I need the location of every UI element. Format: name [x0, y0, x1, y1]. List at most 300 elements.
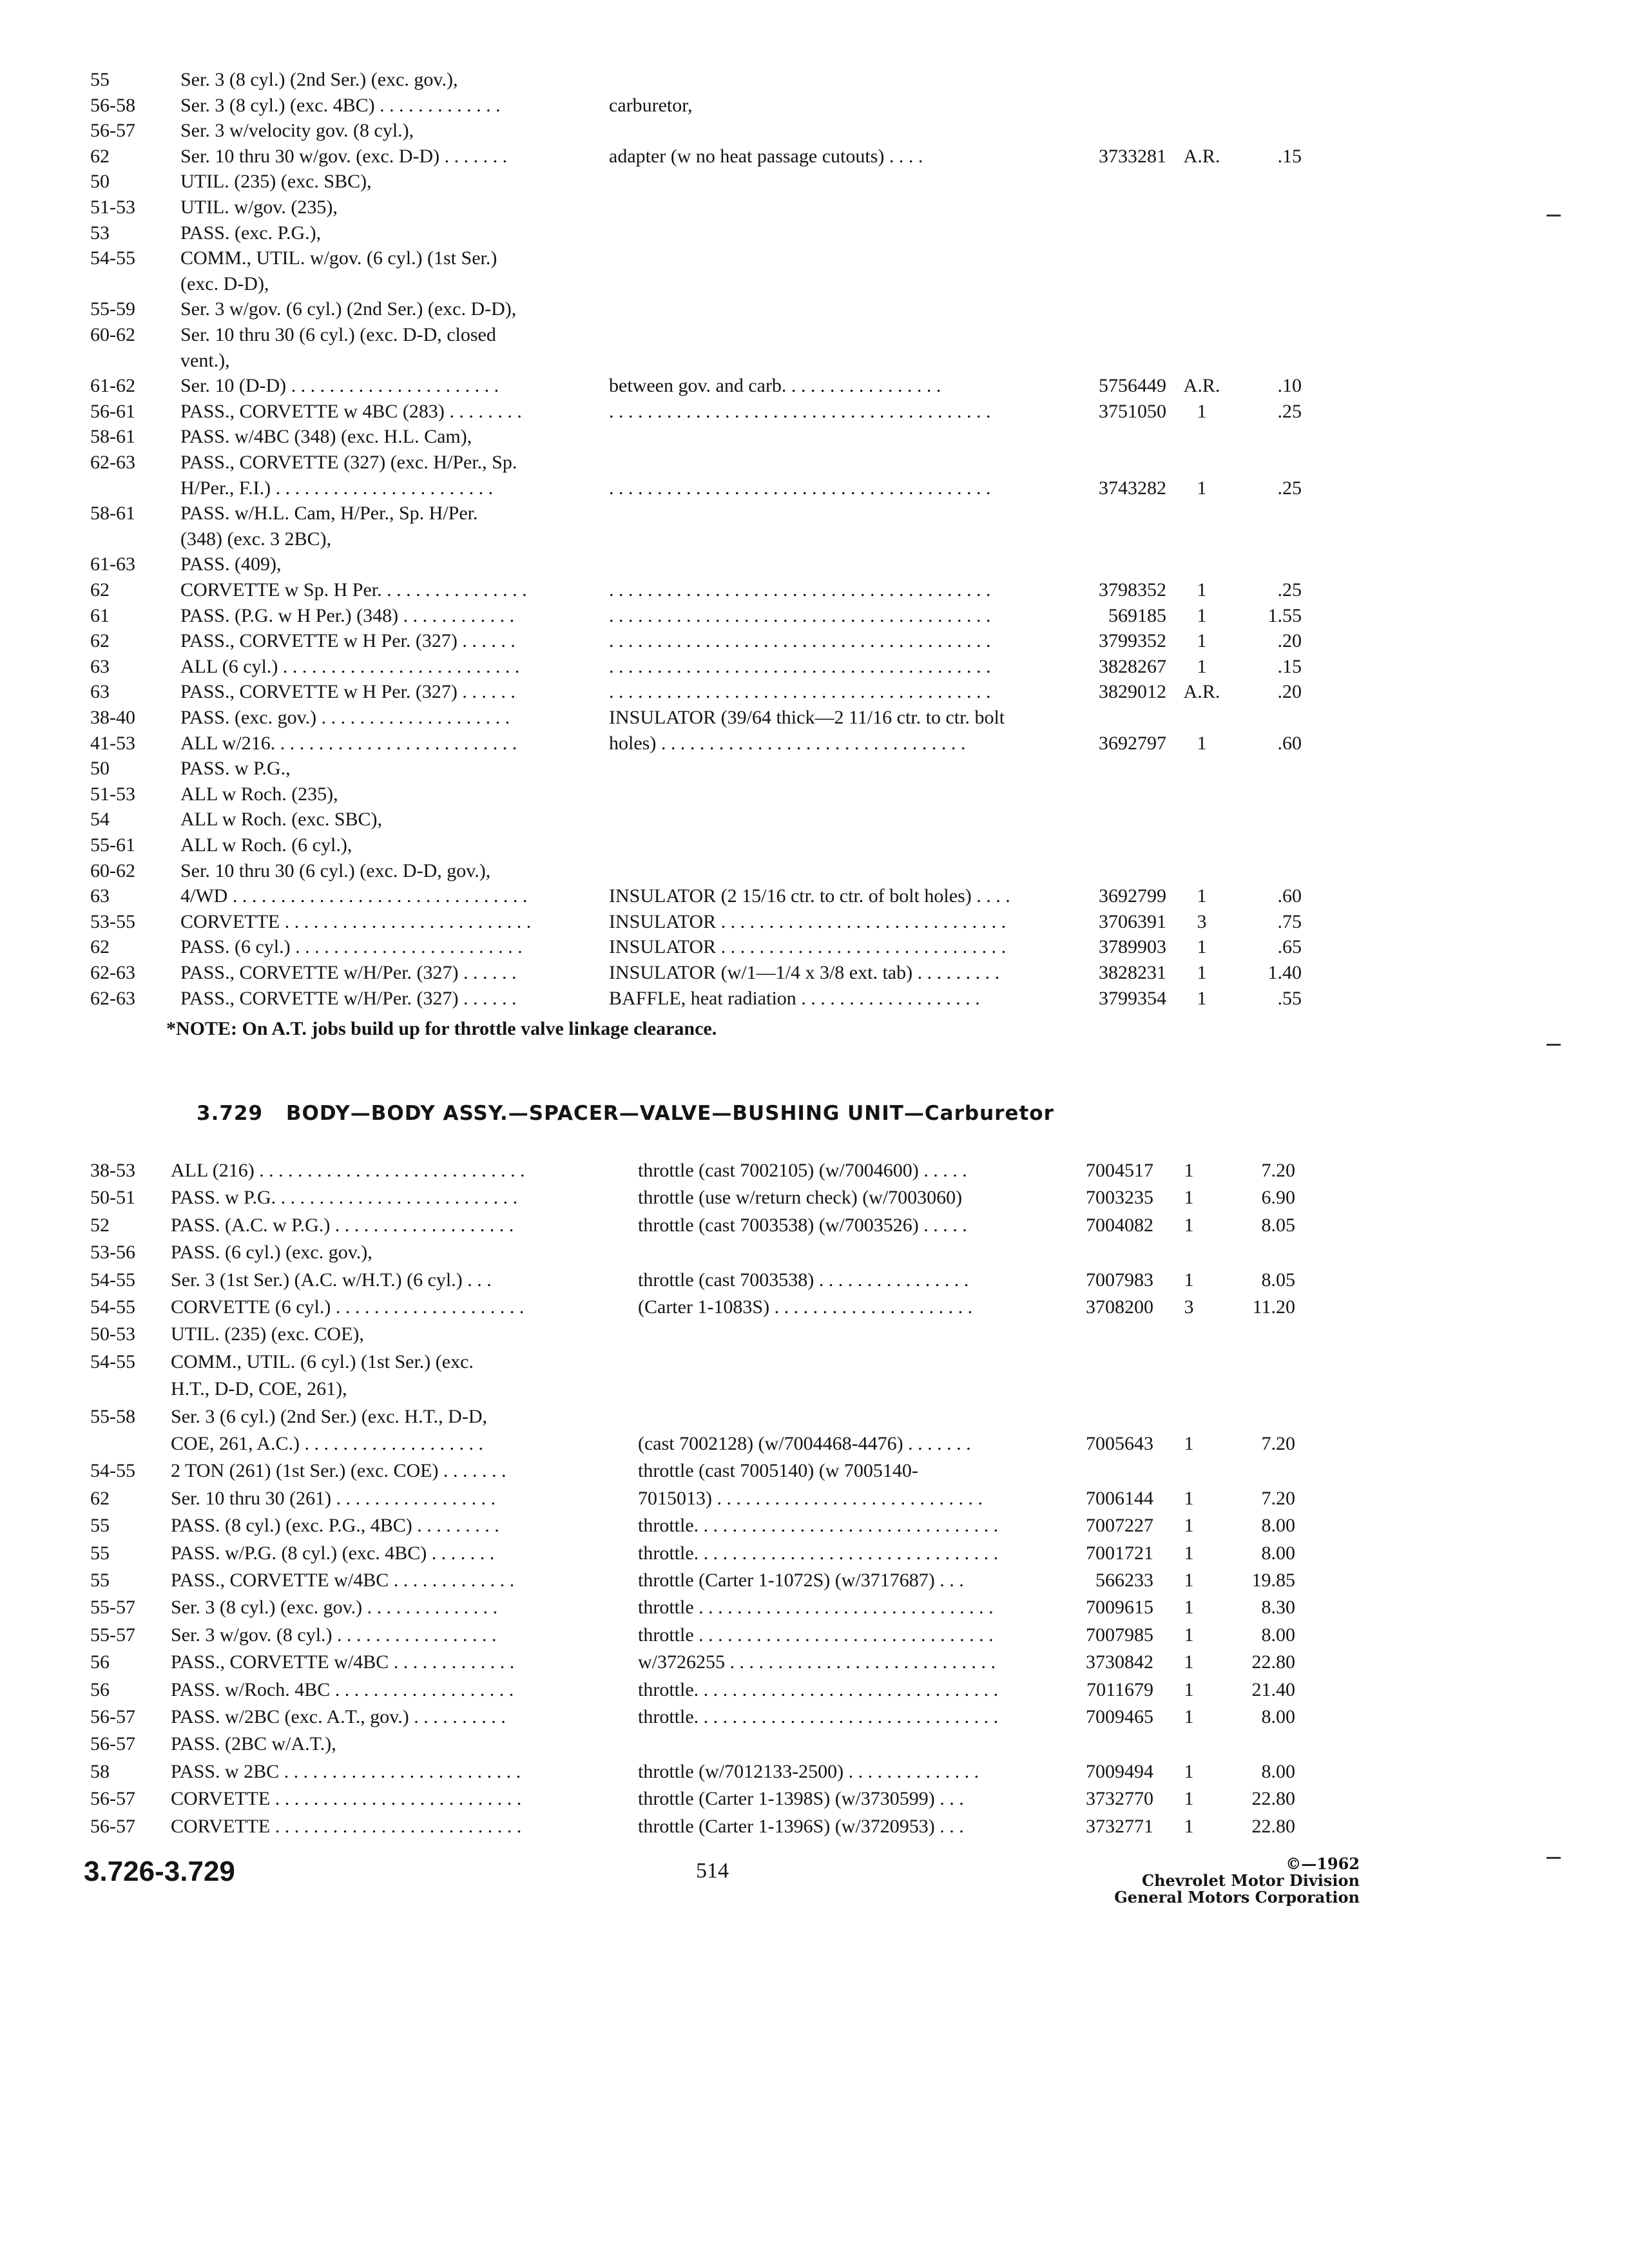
year-cell: 56	[90, 1678, 110, 1700]
year-cell: 54-55	[90, 1460, 135, 1482]
price-cell: .15	[1277, 145, 1302, 167]
part-number-cell: 7001721	[1086, 1542, 1153, 1564]
publisher-division: Chevrolet Motor Division	[1142, 1871, 1360, 1890]
price-cell: 22.80	[1251, 1651, 1295, 1673]
year-cell: 56-58	[90, 94, 135, 116]
quantity-cell: 1	[1184, 1678, 1194, 1700]
price-cell: 1.55	[1268, 604, 1302, 626]
part-number-cell: 3829012	[1099, 681, 1166, 703]
application-cell: vent.),	[180, 349, 230, 371]
year-cell: 61-63	[90, 553, 135, 575]
description-cell: . . . . . . . . . . . . . . . . . . . . . . . . . . . . . . . . . . . . . . . .	[609, 400, 991, 422]
application-cell: Ser. 3 (6 cyl.) (2nd Ser.) (exc. H.T., D-D,	[171, 1405, 487, 1427]
part-number-cell: 3799354	[1099, 987, 1166, 1009]
quantity-cell: 1	[1197, 936, 1207, 958]
table-row	[0, 654, 1629, 680]
application-cell: (348) (exc. 3 2BC),	[180, 528, 332, 550]
application-cell: COE, 261, A.C.) . . . . . . . . . . . . . . . . . . .	[171, 1433, 484, 1454]
table-row	[0, 909, 1629, 935]
year-cell: 61-62	[90, 375, 135, 397]
description-cell: throttle (cast 7002105) (w/7004600) . . . . .	[638, 1160, 967, 1181]
throttle-linkage-note: *NOTE: On A.T. jobs build up for throttle valve linkage clearance.	[166, 1018, 717, 1039]
application-cell: Ser. 10 (D-D) . . . . . . . . . . . . . . . . . . . . . .	[180, 375, 499, 397]
part-number-cell: 3798352	[1099, 579, 1166, 601]
part-number-cell: 7009494	[1086, 1760, 1153, 1782]
part-number-cell: 7007983	[1086, 1269, 1153, 1291]
year-cell: 54-55	[90, 1269, 135, 1291]
table-row	[0, 858, 1629, 884]
table-row	[0, 501, 1629, 526]
table-row	[0, 399, 1629, 425]
table-row	[0, 731, 1629, 756]
table-row	[0, 1458, 1629, 1484]
price-cell: .10	[1277, 375, 1302, 397]
application-cell: H/Per., F.I.) . . . . . . . . . . . . . . . . . . . . . . .	[180, 477, 494, 499]
application-cell: PASS. (8 cyl.) (exc. P.G., 4BC) . . . . . . . . .	[171, 1515, 499, 1537]
table-row	[0, 807, 1629, 832]
description-cell: throttle (Carter 1-1398S) (w/3730599) . . .	[638, 1788, 964, 1810]
quantity-cell: A.R.	[1183, 375, 1220, 397]
year-cell: 56-57	[90, 1733, 135, 1755]
quantity-cell: 1	[1184, 1706, 1194, 1727]
margin-tick	[1547, 1044, 1561, 1046]
application-cell: PASS. w 2BC . . . . . . . . . . . . . . . . . . . . . . . . .	[171, 1760, 521, 1782]
application-cell: PASS. (409),	[180, 553, 282, 575]
year-cell: 63	[90, 655, 110, 677]
section-title: BODY—BODY ASSY.—SPACER—VALVE—BUSHING UNIT—Carburetor	[285, 1102, 1054, 1125]
table-row	[0, 679, 1629, 705]
price-cell: .25	[1277, 477, 1302, 499]
application-cell: ALL w/216. . . . . . . . . . . . . . . . . . . . . . . . . .	[180, 732, 517, 754]
year-cell: 54-55	[90, 1296, 135, 1318]
year-cell: 62	[90, 936, 110, 958]
description-cell: throttle (Carter 1-1072S) (w/3717687) . . .	[638, 1570, 964, 1591]
table-row	[0, 986, 1629, 1012]
application-cell: CORVETTE . . . . . . . . . . . . . . . . . . . . . . . . . .	[180, 910, 532, 932]
quantity-cell: 1	[1184, 1788, 1194, 1810]
quantity-cell: 3	[1197, 910, 1207, 932]
year-cell: 53	[90, 222, 110, 244]
price-cell: 8.00	[1261, 1706, 1295, 1727]
price-cell: .65	[1277, 936, 1302, 958]
quantity-cell: 1	[1184, 1487, 1194, 1509]
table-row	[0, 1349, 1629, 1375]
publisher-block	[1108, 1856, 1360, 1906]
application-cell: COMM., UTIL. (6 cyl.) (1st Ser.) (exc.	[171, 1350, 474, 1372]
table-row	[0, 1568, 1629, 1593]
application-cell: PASS. w/2BC (exc. A.T., gov.) . . . . . . . . . .	[171, 1706, 506, 1727]
table-row	[0, 93, 1629, 119]
table-row	[0, 169, 1629, 195]
part-number-cell: 7004517	[1086, 1160, 1153, 1181]
year-cell: 54	[90, 809, 110, 831]
application-cell: COMM., UTIL. w/gov. (6 cyl.) (1st Ser.)	[180, 247, 497, 269]
description-cell: . . . . . . . . . . . . . . . . . . . . . . . . . . . . . . . . . . . . . . . .	[609, 579, 991, 601]
year-cell: 60-62	[90, 860, 135, 881]
price-cell: 22.80	[1251, 1815, 1295, 1837]
application-cell: Ser. 10 thru 30 w/gov. (exc. D-D) . . . . . . .	[180, 145, 508, 167]
application-cell: Ser. 3 w/gov. (8 cyl.) . . . . . . . . . . . . . . . . .	[171, 1624, 497, 1646]
table-row	[0, 1786, 1629, 1812]
price-cell: 8.05	[1261, 1269, 1295, 1291]
section-heading	[197, 1102, 1054, 1125]
year-cell: 56-61	[90, 400, 135, 422]
year-cell: 55	[90, 1570, 110, 1591]
part-number-cell: 3732770	[1086, 1788, 1153, 1810]
table-row	[0, 1595, 1629, 1620]
table-row	[0, 705, 1629, 731]
year-cell: 51-53	[90, 197, 135, 218]
year-cell: 56-57	[90, 120, 135, 142]
application-cell: PASS. (6 cyl.) (exc. gov.),	[171, 1242, 372, 1264]
table-row	[0, 577, 1629, 603]
description-cell: holes) . . . . . . . . . . . . . . . . . . . . . . . . . . . . . . . .	[609, 732, 966, 754]
margin-tick	[1547, 1857, 1561, 1859]
application-cell: Ser. 10 thru 30 (261) . . . . . . . . . . . . . . . . .	[171, 1487, 496, 1509]
description-cell: throttle. . . . . . . . . . . . . . . . . . . . . . . . . . . . . . . .	[638, 1542, 999, 1564]
year-cell: 55-61	[90, 834, 135, 856]
application-cell: CORVETTE . . . . . . . . . . . . . . . . . . . . . . . . . .	[171, 1788, 522, 1810]
quantity-cell: 1	[1184, 1760, 1194, 1782]
table-row	[0, 1404, 1629, 1430]
year-cell: 55-57	[90, 1597, 135, 1619]
price-cell: 22.80	[1251, 1788, 1295, 1810]
price-cell: .60	[1277, 732, 1302, 754]
application-cell: PASS., CORVETTE w H Per. (327) . . . . . .	[180, 630, 516, 652]
application-cell: H.T., D-D, COE, 261),	[171, 1378, 347, 1400]
margin-tick	[1547, 215, 1561, 216]
application-cell: ALL w Roch. (6 cyl.),	[180, 834, 352, 856]
price-cell: .20	[1277, 630, 1302, 652]
footer-section-range: 3.726-3.729	[84, 1856, 235, 1887]
price-cell: .75	[1277, 910, 1302, 932]
part-number-cell: 7005643	[1086, 1433, 1153, 1454]
year-cell: 61	[90, 604, 110, 626]
table-row	[0, 348, 1629, 374]
quantity-cell: 1	[1197, 655, 1207, 677]
application-cell: Ser. 3 (8 cyl.) (2nd Ser.) (exc. gov.),	[180, 69, 458, 90]
price-cell: 21.40	[1251, 1678, 1295, 1700]
table-row	[0, 118, 1629, 144]
description-cell: throttle (cast 7003538) . . . . . . . . . . . . . . . .	[638, 1269, 969, 1291]
price-cell: 8.30	[1261, 1597, 1295, 1619]
year-cell: 52	[90, 1214, 110, 1236]
application-cell: PASS., CORVETTE w H Per. (327) . . . . . .	[180, 681, 516, 703]
application-cell: PASS. w P.G.,	[180, 758, 291, 780]
publisher-corporation: General Motors Corporation	[1114, 1888, 1360, 1907]
year-cell: 50-53	[90, 1323, 135, 1345]
price-cell: .25	[1277, 579, 1302, 601]
year-cell: 55	[90, 1515, 110, 1537]
table-row	[0, 1541, 1629, 1566]
table-row	[0, 1213, 1629, 1238]
application-cell: ALL w Roch. (exc. SBC),	[180, 809, 383, 831]
description-cell: . . . . . . . . . . . . . . . . . . . . . . . . . . . . . . . . . . . . . . . .	[609, 681, 991, 703]
application-cell: Ser. 10 thru 30 (6 cyl.) (exc. D-D, gov.),	[180, 860, 491, 881]
year-cell: 63	[90, 681, 110, 703]
table-row	[0, 1759, 1629, 1785]
description-cell: throttle . . . . . . . . . . . . . . . . . . . . . . . . . . . . . . .	[638, 1597, 994, 1619]
table-row	[0, 756, 1629, 782]
application-cell: UTIL. (235) (exc. COE),	[171, 1323, 364, 1345]
year-cell: 51-53	[90, 783, 135, 805]
table-row	[0, 1267, 1629, 1293]
application-cell: UTIL. (235) (exc. SBC),	[180, 171, 372, 193]
part-number-cell: 7006144	[1086, 1487, 1153, 1509]
price-cell: 19.85	[1251, 1570, 1295, 1591]
description-cell: throttle . . . . . . . . . . . . . . . . . . . . . . . . . . . . . . .	[638, 1624, 994, 1646]
price-cell: 8.00	[1261, 1542, 1295, 1564]
year-cell: 55-58	[90, 1405, 135, 1427]
description-cell: throttle (Carter 1-1396S) (w/3720953) . . .	[638, 1815, 964, 1837]
quantity-cell: 1	[1184, 1515, 1194, 1537]
year-cell: 62	[90, 145, 110, 167]
part-number-cell: 7003235	[1086, 1187, 1153, 1209]
quantity-cell: 1	[1184, 1815, 1194, 1837]
part-number-cell: 3828231	[1099, 962, 1166, 983]
year-cell: 56	[90, 1651, 110, 1673]
year-cell: 62-63	[90, 987, 135, 1009]
application-cell: ALL (216) . . . . . . . . . . . . . . . . . . . . . . . . . . . .	[171, 1160, 525, 1181]
table-row	[0, 195, 1629, 220]
description-cell: . . . . . . . . . . . . . . . . . . . . . . . . . . . . . . . . . . . . . . . .	[609, 477, 991, 499]
year-cell: 56-57	[90, 1815, 135, 1837]
table-row	[0, 1731, 1629, 1757]
year-cell: 50	[90, 171, 110, 193]
year-cell: 53-56	[90, 1242, 135, 1264]
price-cell: 7.20	[1261, 1433, 1295, 1454]
table-row	[0, 628, 1629, 654]
description-cell: . . . . . . . . . . . . . . . . . . . . . . . . . . . . . . . . . . . . . . . .	[609, 655, 991, 677]
description-cell: (Carter 1-1083S) . . . . . . . . . . . . . . . . . . . . .	[638, 1296, 973, 1318]
table-row	[0, 526, 1629, 552]
table-row	[0, 1431, 1629, 1457]
application-cell: Ser. 3 (8 cyl.) (exc. gov.) . . . . . . . . . . . . . .	[171, 1597, 498, 1619]
description-cell: (cast 7002128) (w/7004468-4476) . . . . . . .	[638, 1433, 971, 1454]
application-cell: PASS. w/4BC (348) (exc. H.L. Cam),	[180, 426, 472, 448]
application-cell: PASS., CORVETTE w/4BC . . . . . . . . . . . . .	[171, 1570, 515, 1591]
table-row	[0, 1486, 1629, 1512]
table-row	[0, 245, 1629, 271]
description-cell: w/3726255 . . . . . . . . . . . . . . . . . . . . . . . . . . . .	[638, 1651, 996, 1673]
application-cell: 4/WD . . . . . . . . . . . . . . . . . . . . . . . . . . . . . . .	[180, 885, 528, 907]
year-cell: 55-57	[90, 1624, 135, 1646]
table-row	[0, 1677, 1629, 1703]
table-row	[0, 1704, 1629, 1730]
application-cell: CORVETTE w Sp. H Per. . . . . . . . . . . . . . . .	[180, 579, 527, 601]
part-number-cell: 3799352	[1099, 630, 1166, 652]
table-row	[0, 1321, 1629, 1347]
table-row	[0, 476, 1629, 501]
quantity-cell: 1	[1184, 1570, 1194, 1591]
description-cell: throttle. . . . . . . . . . . . . . . . . . . . . . . . . . . . . . . .	[638, 1706, 999, 1727]
copyright-line: ©—1962	[1286, 1854, 1360, 1873]
quantity-cell: 1	[1197, 987, 1207, 1009]
application-cell: PASS. w/H.L. Cam, H/Per., Sp. H/Per.	[180, 503, 478, 524]
year-cell: 38-40	[90, 707, 135, 728]
table-row	[0, 603, 1629, 629]
part-number-cell: 3692799	[1099, 885, 1166, 907]
year-cell: 58	[90, 1760, 110, 1782]
year-cell: 50-51	[90, 1187, 135, 1209]
application-cell: PASS. (6 cyl.) . . . . . . . . . . . . . . . . . . . . . . . .	[180, 936, 523, 958]
quantity-cell: 1	[1197, 630, 1207, 652]
table-row	[0, 271, 1629, 297]
table-row	[0, 1513, 1629, 1539]
application-cell: PASS. (2BC w/A.T.),	[171, 1733, 336, 1755]
year-cell: 62	[90, 630, 110, 652]
year-cell: 60-62	[90, 324, 135, 345]
part-number-cell: 3828267	[1099, 655, 1166, 677]
year-cell: 38-53	[90, 1160, 135, 1181]
application-cell: Ser. 3 w/velocity gov. (8 cyl.),	[180, 120, 414, 142]
table-row	[0, 960, 1629, 986]
part-number-cell: 7009465	[1086, 1706, 1153, 1727]
part-number-cell: 569185	[1108, 604, 1166, 626]
description-cell: between gov. and carb. . . . . . . . . . . . . . . . .	[609, 375, 941, 397]
part-number-cell: 3708200	[1086, 1296, 1153, 1318]
application-cell: ALL (6 cyl.) . . . . . . . . . . . . . . . . . . . . . . . . .	[180, 655, 520, 677]
price-cell: 7.20	[1261, 1487, 1295, 1509]
year-cell: 63	[90, 885, 110, 907]
quantity-cell: 1	[1184, 1214, 1194, 1236]
year-cell: 58-61	[90, 503, 135, 524]
table-row	[0, 883, 1629, 909]
application-cell: PASS., CORVETTE (327) (exc. H/Per., Sp.	[180, 452, 517, 473]
description-cell: carburetor,	[609, 94, 693, 116]
quantity-cell: 1	[1184, 1160, 1194, 1181]
quantity-cell: 3	[1184, 1296, 1194, 1318]
table-row	[0, 373, 1629, 399]
year-cell: 58-61	[90, 426, 135, 448]
table-row	[0, 552, 1629, 577]
application-cell: CORVETTE (6 cyl.) . . . . . . . . . . . . . . . . . . . .	[171, 1296, 525, 1318]
application-cell: Ser. 3 (8 cyl.) (exc. 4BC) . . . . . . . . . . . . .	[180, 94, 501, 116]
application-cell: PASS. w/P.G. (8 cyl.) (exc. 4BC) . . . . . . .	[171, 1542, 495, 1564]
part-number-cell: 7004082	[1086, 1214, 1153, 1236]
description-cell: throttle (cast 7005140) (w 7005140-	[638, 1460, 918, 1482]
price-cell: 8.00	[1261, 1760, 1295, 1782]
year-cell: 55	[90, 69, 110, 90]
table-row	[0, 934, 1629, 960]
table-row	[0, 1376, 1629, 1402]
quantity-cell: 1	[1184, 1433, 1194, 1454]
year-cell: 54-55	[90, 1350, 135, 1372]
application-cell: UTIL. w/gov. (235),	[180, 197, 338, 218]
application-cell: ALL w Roch. (235),	[180, 783, 338, 805]
description-cell: . . . . . . . . . . . . . . . . . . . . . . . . . . . . . . . . . . . . . . . .	[609, 630, 991, 652]
description-cell: INSULATOR . . . . . . . . . . . . . . . . . . . . . . . . . . . . . .	[609, 910, 1007, 932]
price-cell: .15	[1277, 655, 1302, 677]
application-cell: PASS. (P.G. w H Per.) (348) . . . . . . . . . . . .	[180, 604, 515, 626]
application-cell: 2 TON (261) (1st Ser.) (exc. COE) . . . . . . .	[171, 1460, 506, 1482]
quantity-cell: A.R.	[1183, 145, 1220, 167]
part-number-cell: 3733281	[1099, 145, 1166, 167]
part-number-cell: 5756449	[1099, 375, 1166, 397]
part-number-cell: 7011679	[1086, 1678, 1153, 1700]
part-number-cell: 3706391	[1099, 910, 1166, 932]
part-number-cell: 3743282	[1099, 477, 1166, 499]
part-number-cell: 566233	[1095, 1570, 1153, 1591]
application-cell: PASS., CORVETTE w/H/Per. (327) . . . . . .	[180, 962, 517, 983]
quantity-cell: 1	[1184, 1269, 1194, 1291]
price-cell: 7.20	[1261, 1160, 1295, 1181]
year-cell: 62-63	[90, 962, 135, 983]
description-cell: throttle (cast 7003538) (w/7003526) . . . . .	[638, 1214, 967, 1236]
table-row	[0, 1294, 1629, 1320]
table-row	[0, 220, 1629, 246]
part-number-cell: 7007227	[1086, 1515, 1153, 1537]
application-cell: PASS. (A.C. w P.G.) . . . . . . . . . . . . . . . . . . .	[171, 1214, 514, 1236]
year-cell: 50	[90, 758, 110, 780]
description-cell: throttle. . . . . . . . . . . . . . . . . . . . . . . . . . . . . . . .	[638, 1515, 999, 1537]
price-cell: 11.20	[1252, 1296, 1295, 1318]
application-cell: CORVETTE . . . . . . . . . . . . . . . . . . . . . . . . . .	[171, 1815, 522, 1837]
quantity-cell: 1	[1184, 1651, 1194, 1673]
part-number-cell: 3789903	[1099, 936, 1166, 958]
table-row	[0, 1649, 1629, 1675]
quantity-cell: 1	[1184, 1624, 1194, 1646]
table-row	[0, 832, 1629, 858]
application-cell: Ser. 3 w/gov. (6 cyl.) (2nd Ser.) (exc. D-D),	[180, 298, 517, 320]
part-number-cell: 7009615	[1086, 1597, 1153, 1619]
quantity-cell: 1	[1197, 885, 1207, 907]
year-cell: 53-55	[90, 910, 135, 932]
description-cell: throttle (use w/return check) (w/7003060)	[638, 1187, 963, 1209]
price-cell: 6.90	[1261, 1187, 1295, 1209]
part-number-cell: 3730842	[1086, 1651, 1153, 1673]
description-cell: INSULATOR (39/64 thick—2 11/16 ctr. to ctr. bolt	[609, 707, 1005, 728]
table-row	[0, 1158, 1629, 1184]
year-cell: 55-59	[90, 298, 135, 320]
description-cell: . . . . . . . . . . . . . . . . . . . . . . . . . . . . . . . . . . . . . . . .	[609, 604, 991, 626]
year-cell: 54-55	[90, 247, 135, 269]
quantity-cell: 1	[1184, 1597, 1194, 1619]
application-cell: PASS. w/Roch. 4BC . . . . . . . . . . . . . . . . . . .	[171, 1678, 514, 1700]
application-cell: PASS., CORVETTE w 4BC (283) . . . . . . . .	[180, 400, 522, 422]
year-cell: 55	[90, 1542, 110, 1564]
table-row	[0, 1814, 1629, 1840]
table-row	[0, 67, 1629, 93]
price-cell: .55	[1277, 987, 1302, 1009]
page-number: 514	[696, 1859, 729, 1883]
quantity-cell: 1	[1197, 477, 1207, 499]
part-number-cell: 3692797	[1099, 732, 1166, 754]
table-row	[0, 144, 1629, 169]
year-cell: 62-63	[90, 452, 135, 473]
part-number-cell: 3751050	[1099, 400, 1166, 422]
quantity-cell: 1	[1184, 1542, 1194, 1564]
application-cell: Ser. 3 (1st Ser.) (A.C. w/H.T.) (6 cyl.) . . .	[171, 1269, 492, 1291]
table-row	[0, 1622, 1629, 1648]
quantity-cell: 1	[1197, 962, 1207, 983]
quantity-cell: A.R.	[1183, 681, 1220, 703]
price-cell: 1.40	[1268, 962, 1302, 983]
section-number: 3.729	[197, 1102, 264, 1125]
description-cell: throttle (w/7012133-2500) . . . . . . . . . . . . . .	[638, 1760, 979, 1782]
application-cell: PASS. (exc. gov.) . . . . . . . . . . . . . . . . . . . .	[180, 707, 510, 728]
description-cell: INSULATOR . . . . . . . . . . . . . . . . . . . . . . . . . . . . . .	[609, 936, 1007, 958]
year-cell: 41-53	[90, 732, 135, 754]
year-cell: 56-57	[90, 1788, 135, 1810]
application-cell: PASS., CORVETTE w/H/Per. (327) . . . . . .	[180, 987, 517, 1009]
year-cell: 62	[90, 1487, 110, 1509]
year-cell: 56-57	[90, 1706, 135, 1727]
application-cell: Ser. 10 thru 30 (6 cyl.) (exc. D-D, closed	[180, 324, 496, 345]
part-number-cell: 3732771	[1086, 1815, 1153, 1837]
table-row	[0, 424, 1629, 450]
description-cell: 7015013) . . . . . . . . . . . . . . . . . . . . . . . . . . . .	[638, 1487, 983, 1509]
